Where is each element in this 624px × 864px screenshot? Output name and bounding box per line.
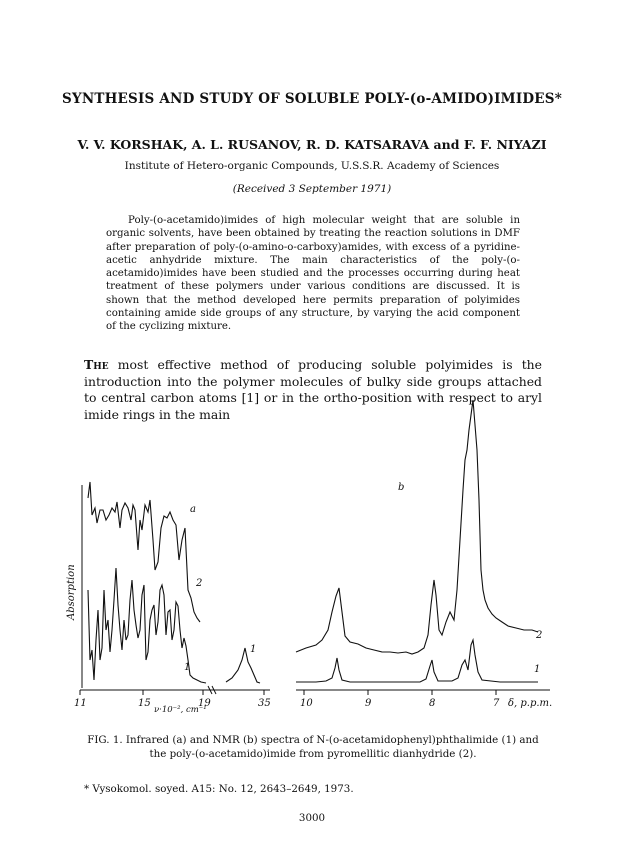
panel-a-label: a [190,504,196,515]
y-axis-label-a: Absorption [66,564,77,620]
paper-title: SYNTHESIS AND STUDY OF SOLUBLE POLY-(o-AMIDO)IMIDES* [62,91,562,107]
x-unit-b: δ, p.p.m. [508,698,553,709]
curve-label-b2: 2 [536,630,543,641]
footnote: * Vysokomol. soyed. A15: No. 12, 2643–2649, 1973. [84,783,354,795]
panel-b-label: b [398,482,405,493]
tick-a-35: 35 [258,698,271,709]
nmr-curve-2 [296,400,538,654]
received-date: (Received 3 September 1971) [232,183,392,195]
curve-label-a1b: 1 [250,644,257,655]
x-unit-a: ν·10⁻², cm⁻¹ [154,705,207,715]
figure-caption: FIG. 1. Infrared (a) and NMR (b) spectra of N-(o-acetamidophenyl)phthalimide (1) and the poly-(o-acetamido)imide from pyromellitic dianhydride (2). [87,734,539,760]
affiliation: Institute of Hetero-organic Compounds, U.S.S.R. Academy of Sciences [124,160,500,172]
tick-b-10: 10 [300,698,313,709]
abstract: Poly-(o-acetamido)imides of high molecular weight that are soluble in organic solvents, have been obtained by treating the reaction solutions in DMF after preparation of poly-(o-amino-o-carboxy)amides, with excess of a pyridine-acetic anhydride mixture. The main characteristics of the poly-(o-acetamido)imides have been studied and the processes occurring during heat treatment of these polymers under various conditions are discussed. It is shown that the method developed here permits preparation of polyimides containing amide side groups of any structure, by varying the acid component of the cyclizing mixture. [106,215,520,333]
authors: V. V. KORSHAK, A. L. RUSANOV, R. D. KATSARAVA and F. F. NIYAZI [77,137,547,152]
body-lead-word: The [84,357,109,372]
tick-b-9: 9 [365,698,372,709]
page-number: 3000 [298,812,326,824]
tick-a-15: 15 [138,698,151,709]
curve-label-a1: 1 [184,662,191,673]
curve-label-a2: 2 [196,578,203,589]
tick-a-19: 19 [198,698,211,709]
body-text: most effective method of producing soluble polyimides is the introduction into the polymer molecules of bulky side groups attached to central carbon atoms [1] or in the ortho-position with respect to aryl imide rings in the main [84,357,542,422]
tick-a-11: 11 [74,698,87,709]
tick-b-7: 7 [493,698,500,709]
tick-b-8: 8 [429,698,436,709]
curve-label-b1: 1 [534,664,541,675]
figure-1 [60,390,580,720]
nmr-curve-1 [296,640,541,682]
spectra-figure [60,390,580,720]
